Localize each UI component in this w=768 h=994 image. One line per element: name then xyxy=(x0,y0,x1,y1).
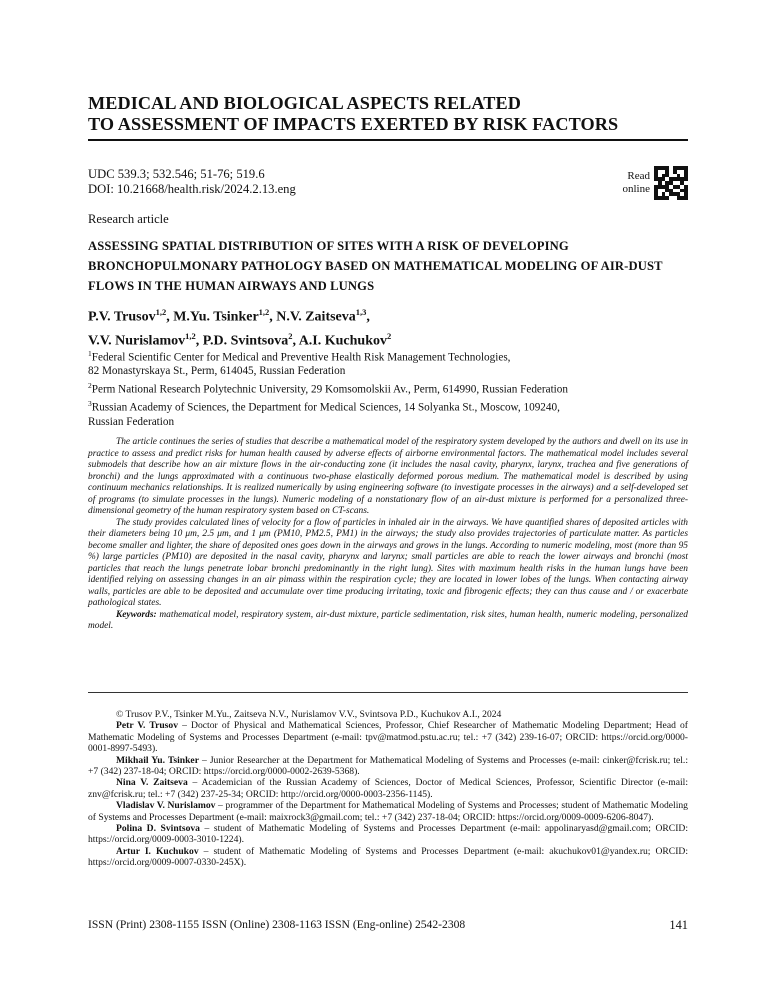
credit-name: Vladislav V. Nurislamov xyxy=(116,800,216,812)
author-affiliation-ref: 2 xyxy=(288,330,293,341)
author-credit xyxy=(88,846,688,869)
author-separator: , xyxy=(366,309,370,325)
abstract-divider xyxy=(88,692,688,693)
section-heading-line-1: MEDICAL AND BIOLOGICAL ASPECTS RELATED xyxy=(88,93,521,113)
section-heading-line-2: TO ASSESSMENT OF IMPACTS EXERTED BY RISK FACTORS xyxy=(88,114,619,134)
author-separator: , xyxy=(195,333,203,349)
section-heading xyxy=(88,93,688,135)
credit-text: – Academician of the Russian Academy of Sciences, Doctor of Medical Sciences, Professor, Scientific Director (e-mail: znv@fcrisk.ru; tel.: +7 (342) 237-25-34; ORCID: http://orcid.org/0000-0003-2356-1145). xyxy=(88,777,688,800)
abstract-paragraph-1: The article continues the series of studies that describe a mathematical model of the respiratory system developed by the authors and dwell on its use in practice to assess and predict risks for human health caused by adverse effects of airborne environmental factors. The mathematical model includes several submodels that describe how an air mixture flows in the air-conducting zone (it includes the nasal cavity, pharynx, larynx, trachea and five generations of bronchi) and the lungs approximated with a continuous two-phase elastically deformed porous medium. The mathematical model is described by using continuum mechanics relationships. It is realized numerically by using engineering software (to investigate processes in the airways) and a self-developed set of programs (to simulate processes in the lungs). Numeric modeling of a nonstationary flow of an air-dust mixture is performed for a personalized three-dimensional geometry of the human respiratory system based on CT-scans. xyxy=(88,437,688,516)
keywords xyxy=(88,610,688,633)
article-meta xyxy=(88,167,296,197)
affiliation-item-cont: 82 Monastyrskaya St., Perm, 614045, Russian Federation xyxy=(88,365,346,378)
author-credit xyxy=(88,777,688,800)
author-affiliation-ref: 1,2 xyxy=(258,307,270,317)
issn-line: ISSN (Print) 2308-1155 ISSN (Online) 2308-1163 ISSN (Eng-online) 2542-2308 xyxy=(88,918,466,931)
author-affiliation-ref: 1,3 xyxy=(355,307,367,317)
author-name: N.V. Zaitseva xyxy=(276,309,356,325)
affiliation-number: 3 xyxy=(88,399,92,409)
credit-text: – Junior Researcher at the Department for Mathematical Modeling of Systems and Processes (e-mail: cinker@fcrisk.ru; tel.: +7 (342) 237-18-04; ORCID: https://orcid.org/0000-0002-2639-5368). xyxy=(88,754,688,778)
credit-name: Petr V. Trusov xyxy=(116,720,178,732)
author-name: P.V. Trusov xyxy=(88,309,156,325)
author-separator: , xyxy=(292,333,299,349)
page-number: 141 xyxy=(669,918,688,932)
author-credit xyxy=(88,823,688,846)
author-name: M.Yu. Tsinker xyxy=(173,309,259,325)
credit-text: – student of Mathematic Modeling of Systems and Processes Department (e-mail: akuchukov01@yandex.ru; ORCID: https://orcid.org/0009-0007-0330-245X). xyxy=(88,845,688,869)
read-online-label xyxy=(623,170,651,196)
abstract xyxy=(88,437,688,633)
author-separator: , xyxy=(166,309,174,325)
udc-code: UDC 539.3; 532.546; 51-76; 519.6 xyxy=(88,167,265,181)
author-affiliation-ref: 1,2 xyxy=(155,307,167,317)
credit-text: – Doctor of Physical and Mathematical Sciences, Professor, Chief Researcher of Mathematic Modeling Department; Head of Mathematic Modeling of Systems and Processes Department (e-mail: tpv@matmod.pstu.ac.ru; tel.: +7 (342) 239-16-07; ORCID: https://orcid.org/0000-0001-8997-5493). xyxy=(88,720,688,755)
author-line-1 xyxy=(88,303,688,327)
doi: DOI: 10.21668/health.risk/2024.2.13.eng xyxy=(88,182,296,196)
credit-text: – student of Mathematic Modeling of Systems and Processes Department (e-mail: appolinaryasd@gmail.com; ORCID: https://orcid.org/0009-0003-3010-1224). xyxy=(88,823,688,846)
affiliation-item xyxy=(88,347,688,365)
read-online-block[interactable] xyxy=(623,166,689,200)
affiliation-item-cont: Russian Federation xyxy=(88,415,175,428)
keywords-label: Keywords: xyxy=(116,609,157,620)
affiliation-number: 2 xyxy=(88,380,92,390)
author-credit xyxy=(88,755,688,778)
article-type: Research article xyxy=(88,212,169,226)
credit-name: Artur I. Kuchukov xyxy=(116,845,199,857)
affiliation-text: Federal Scientific Center for Medical and Preventive Health Risk Management Technologies, xyxy=(91,351,511,364)
author-name: A.I. Kuchukov xyxy=(298,333,387,349)
abstract-paragraph-2: The study provides calculated lines of velocity for a flow of particles in inhaled air in the airways. We have quantified shares of deposited articles with their diameters being 10 μm, 2.5 μm, and 1 μm (PM10, PM2.5, PM1) in the airways; the study also provides trajectories of particulate matter. As particles become smaller and lighter, the share of deposited ones goes down in the airways and grows in the lungs. According to numeric modeling, most (more than 95 %) large particles (PM10) are deposited in the nasal cavity, pharynx and larynx; small particles are able to reach the lower airways and bronchi (most particles that reach the lungs penetrate lobar bronchi predominantly in the right lung). Sites with maximum health risks in the human lungs have been identified relying on assessing changes in an air pimass within the respiration cycle; they are located in lower lobes of the lungs. When contacting airway walls, particles are able to be deposited and accumulate over time producing irritating, toxic and fibrogenic effects; they can thus cause and / or exacerbate pathological states. xyxy=(88,517,688,608)
affiliation-text: Russian Academy of Sciences, the Department for Medical Sciences, 14 Solyanka St., Moscow, 109240, xyxy=(91,401,560,414)
author-name: V.V. Nurislamov xyxy=(88,333,186,349)
author-affiliation-ref: 1,2 xyxy=(185,330,196,341)
copyright-line: © Trusov P.V., Tsinker M.Yu., Zaitseva N.V., Nurislamov V.V., Svintsova P.D., Kuchukov A.I., 2024 xyxy=(116,709,502,720)
page-footer xyxy=(88,918,688,933)
affiliation-item xyxy=(88,397,688,415)
affiliation-item xyxy=(88,379,688,397)
article-title: ASSESSING SPATIAL DISTRIBUTION OF SITES WITH A RISK OF DEVELOPING BRONCHOPULMONARY PATHOLOGY BASED ON MATHEMATICAL MODELING OF AIR-DUST FLOWS IN THE HUMAN AIRWAYS AND LUNGS xyxy=(88,239,663,293)
read-online-label-line-1: Read xyxy=(627,170,650,182)
affiliation-number: 1 xyxy=(88,349,92,358)
credit-name: Mikhail Yu. Tsinker xyxy=(116,754,199,766)
section-divider xyxy=(88,139,688,141)
author-name: P.D. Svintsova xyxy=(202,333,289,349)
keywords-text: mathematical model, respiratory system, air-dust mixture, particle sedimentation, risk sites, human health, numeric modeling, personalized model. xyxy=(88,609,688,631)
author-affiliation-ref: 2 xyxy=(387,330,392,341)
author-credit xyxy=(88,720,688,754)
affiliation-text: Perm National Research Polytechnic University, 29 Komsomolskii Av., Perm, 614990, Russian Federation xyxy=(91,383,568,396)
affiliation-list xyxy=(88,347,688,429)
qr-code-icon[interactable] xyxy=(654,166,688,200)
credit-text: – programmer of the Department for Mathematical Modeling of Systems and Processes; student of Mathematic Modeling of Systems and Processes Department (e-mail: maixrock3@gmail.com; tel.: +7 (342) 237-18-04; ORCID: https://orcid.org/0009-0009-6206-8047). xyxy=(88,800,688,823)
author-credit xyxy=(88,800,688,823)
author-separator: , xyxy=(269,309,277,325)
credit-name: Polina D. Svintsova xyxy=(116,823,200,835)
author-list xyxy=(88,303,688,350)
credit-name: Nina V. Zaitseva xyxy=(116,777,188,789)
read-online-label-line-2: online xyxy=(622,183,650,195)
author-credits xyxy=(88,709,688,869)
